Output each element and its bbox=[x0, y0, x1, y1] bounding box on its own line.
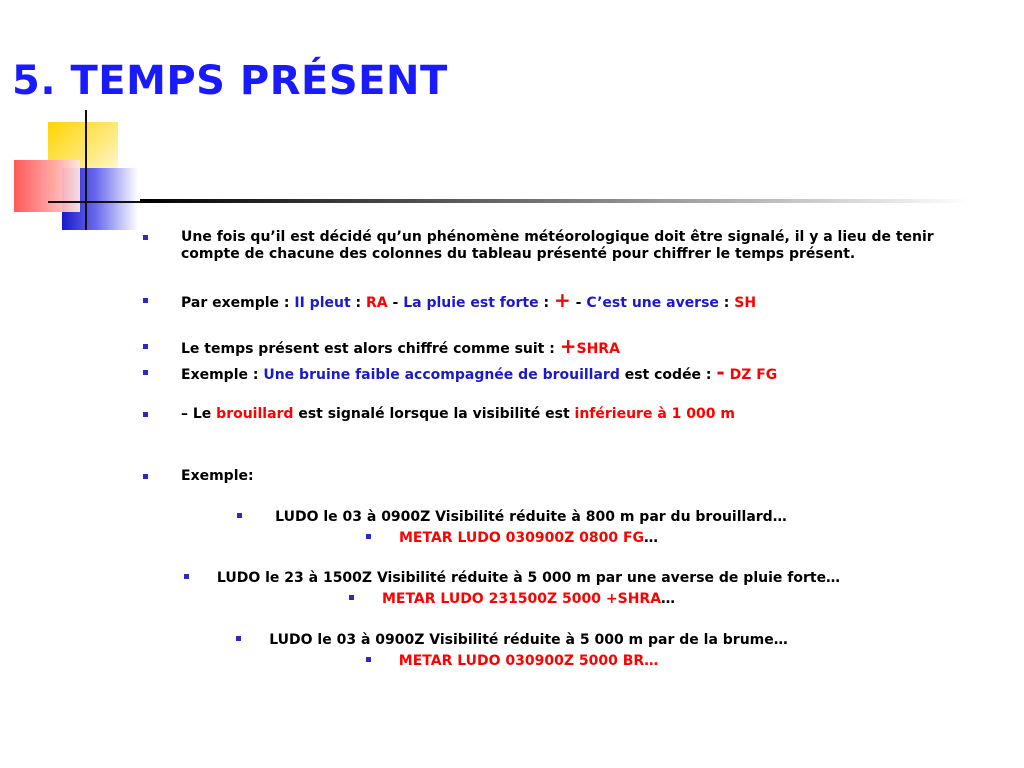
example-2-label: LUDO le 23 à 1500Z Visibilité réduite à 5 000 m par une averse de pluie forte… bbox=[216, 570, 841, 586]
bullet-brouillard bbox=[181, 406, 971, 423]
bullet-intro-text: Une fois qu’il est décidé qu’un phénomène météorologique doit être signalé, il y a lieu de tenir compte de chacune des colonnes du tableau présenté pour chiffrer le temps présent. bbox=[181, 229, 934, 262]
bullet-example-pluie bbox=[181, 288, 971, 312]
separator: : bbox=[718, 295, 735, 311]
bullet-exemple-bruine bbox=[181, 360, 971, 384]
metar-2: METAR LUDO 231500Z 5000 +SHRA bbox=[381, 591, 662, 607]
minus-code: - bbox=[716, 360, 725, 384]
dz-fg-code: DZ FG bbox=[724, 367, 778, 383]
exemple-prefix: Exemple : bbox=[181, 367, 264, 383]
example-1-text bbox=[0, 509, 1024, 526]
bruine-text: Une bruine faible accompagnée de brouillard bbox=[263, 367, 620, 383]
bullet-square-icon bbox=[349, 595, 354, 600]
averse-text: C’est une averse bbox=[586, 295, 719, 311]
bullet-square-icon bbox=[237, 513, 242, 518]
codee-text: est codée : bbox=[619, 367, 717, 383]
ra-code: RA bbox=[366, 295, 388, 311]
slide-title: 5. TEMPS PRÉSENT bbox=[12, 58, 448, 104]
metar-1-tail: … bbox=[644, 530, 658, 546]
metar-2-tail: … bbox=[661, 591, 676, 607]
exemple-label: Exemple: bbox=[181, 468, 254, 484]
example-prefix: Par exemple : bbox=[181, 295, 295, 311]
bullet-chiffrage bbox=[181, 334, 971, 358]
separator: : bbox=[538, 295, 554, 311]
brouillard-mid: est signalé lorsque la visibilité est bbox=[293, 406, 575, 422]
bullet-square-icon bbox=[366, 534, 371, 539]
example-3-text bbox=[0, 632, 1024, 649]
example-1-metar bbox=[0, 530, 1024, 547]
bullet-square-icon bbox=[236, 636, 241, 641]
chiffrage-prefix: Le temps présent est alors chiffré comme suit : bbox=[181, 341, 560, 357]
plus-code: + bbox=[559, 334, 577, 358]
example-2-text bbox=[0, 570, 1024, 587]
separator: : bbox=[350, 295, 367, 311]
example-1-label: LUDO le 03 à 0900Z Visibilité réduite à 800 m par du brouillard… bbox=[270, 509, 787, 525]
shra-code: SHRA bbox=[576, 341, 620, 357]
brouillard-prefix: – Le bbox=[181, 406, 217, 422]
example-2-metar bbox=[0, 591, 1024, 608]
pluie-forte-text: La pluie est forte bbox=[403, 295, 539, 311]
sh-code: SH bbox=[734, 295, 757, 311]
visibilite-threshold: inférieure à 1 000 m bbox=[574, 406, 735, 422]
bullet-exemple-header bbox=[181, 468, 971, 485]
bullet-square-icon bbox=[184, 574, 189, 579]
separator: - bbox=[570, 295, 587, 311]
example-3-label: LUDO le 03 à 0900Z Visibilité réduite à 5 000 m par de la brume… bbox=[269, 632, 788, 648]
il-pleut-text: II pleut bbox=[294, 295, 351, 311]
bullet-square-icon bbox=[366, 657, 371, 662]
metar-1: METAR LUDO 030900Z 0800 FG bbox=[399, 530, 644, 546]
separator: - bbox=[387, 295, 404, 311]
brouillard-word: brouillard bbox=[216, 406, 294, 422]
metar-3: METAR LUDO 030900Z 5000 BR… bbox=[398, 653, 659, 669]
bullet-intro bbox=[181, 229, 971, 263]
example-3-metar bbox=[0, 653, 1024, 670]
plus-code: + bbox=[553, 288, 571, 312]
